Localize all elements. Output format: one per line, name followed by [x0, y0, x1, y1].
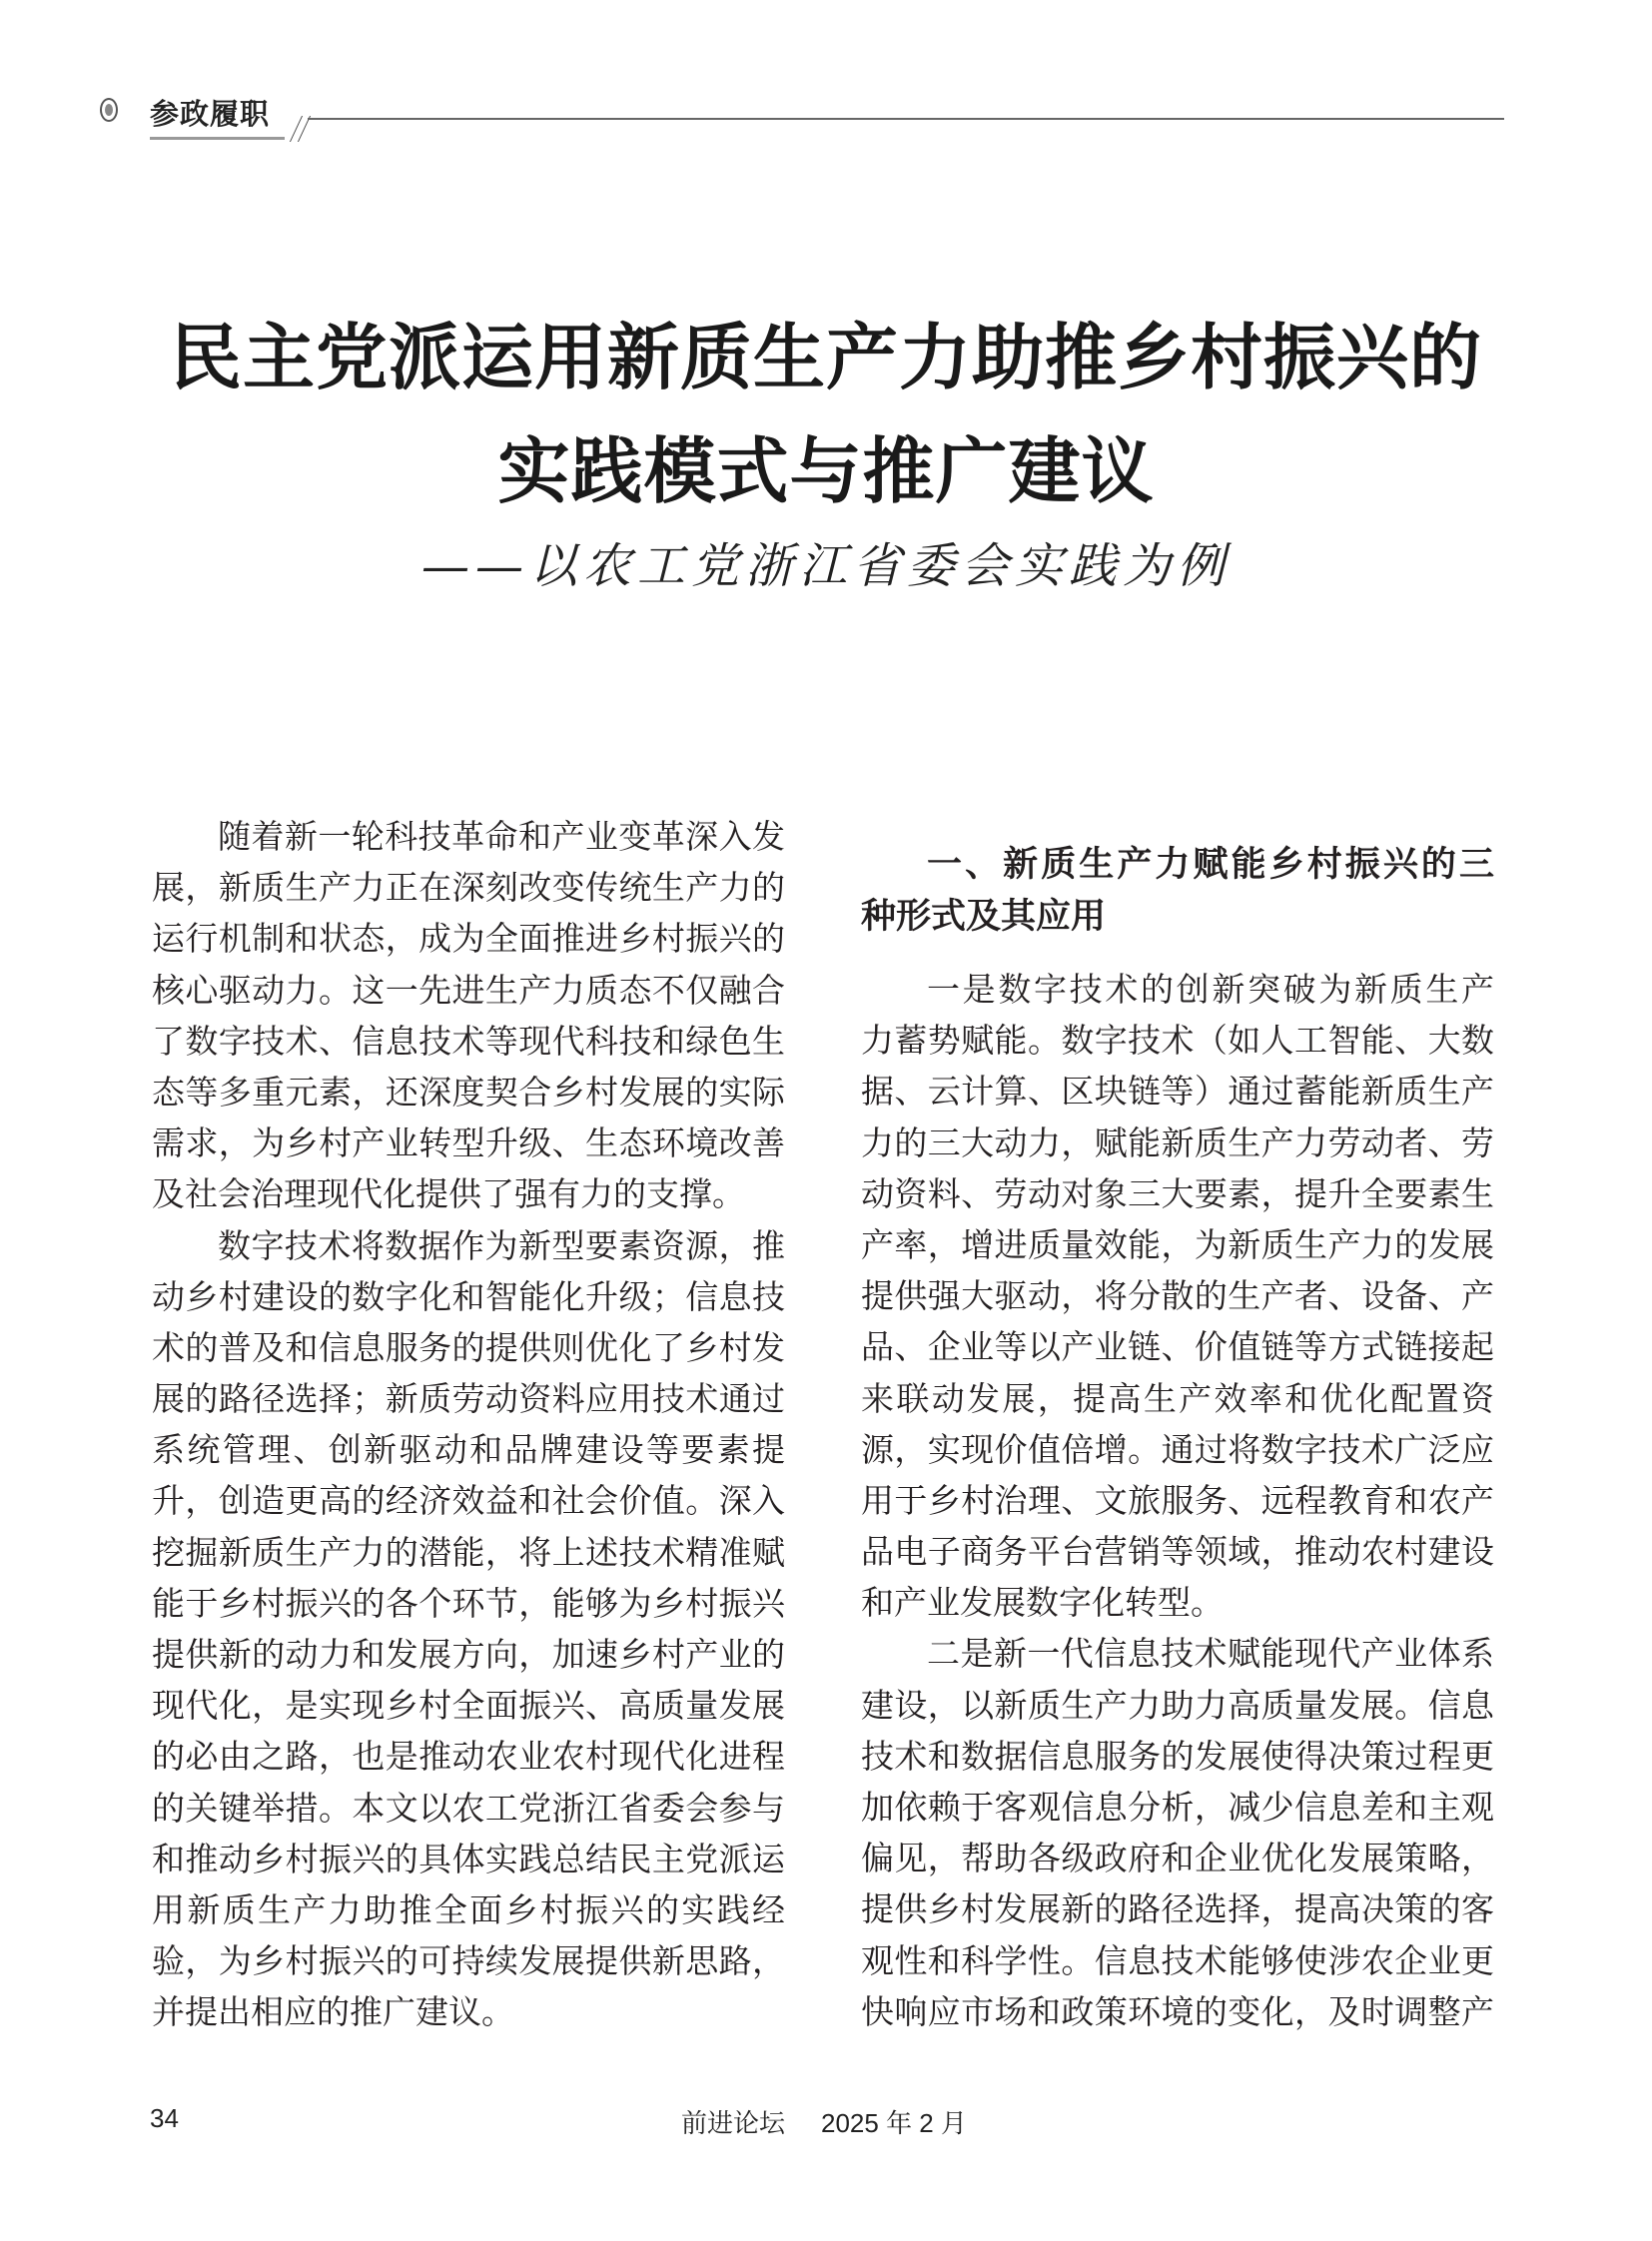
text-line: 产率，增进质量效能，为新质生产力的发展 [861, 1224, 1494, 1264]
text-line: 展，新质生产力正在深刻改变传统生产力的 [152, 868, 785, 908]
text-line: 能于乡村振兴的各个环节，能够为乡村振兴 [152, 1583, 785, 1623]
text-line: 来联动发展，提高生产效率和优化配置资 [861, 1378, 1494, 1418]
text-line: 提供新的动力和发展方向，加速乡村产业的 [152, 1635, 785, 1674]
section-label: 参政履职 [150, 97, 271, 131]
text-line: 术的普及和信息服务的提供则优化了乡村发 [152, 1327, 785, 1367]
text-line: 运行机制和状态，成为全面推进乡村振兴的 [152, 919, 785, 959]
text-line: 源，实现价值倍增。通过将数字技术广泛应 [861, 1429, 1494, 1469]
text-line: 用于乡村治理、文旅服务、远程教育和农产 [861, 1480, 1494, 1520]
text-line: 的必由之路，也是推动农业农村现代化进程 [152, 1737, 785, 1777]
text-line: 展的路径选择；新质劳动资料应用技术通过 [152, 1379, 785, 1419]
header-rule-right [308, 118, 1504, 120]
paragraph [152, 1220, 785, 2038]
text-line: 系统管理、创新驱动和品牌建设等要素提 [152, 1430, 785, 1470]
text-line: 了数字技术、信息技术等现代科技和绿色生 [152, 1021, 785, 1061]
text-line: 现代化，是实现乡村全面振兴、高质量发展 [152, 1686, 785, 1726]
section-heading-line: 一、新质生产力赋能乡村振兴的三 [927, 845, 1494, 885]
text-line: 提供乡村发展新的路径选择，提高决策的客 [861, 1889, 1494, 1929]
text-line: 及社会治理现代化提供了强有力的支撑。 [152, 1174, 745, 1214]
text-line: 的关键举措。本文以农工党浙江省委会参与 [152, 1788, 785, 1828]
article-subtitle: ——以农工党浙江省委会实践为例 [420, 538, 1231, 594]
text-line: 核心驱动力。这一先进生产力质态不仅融合 [152, 970, 785, 1010]
text-line: 动资料、劳动对象三大要素，提升全要素生 [861, 1173, 1494, 1213]
text-line: 升，创造更高的经济效益和社会价值。深入 [152, 1481, 785, 1521]
text-line: 快响应市场和政策环境的变化，及时调整产 [861, 1991, 1494, 2031]
page-number: 34 [150, 2103, 179, 2133]
text-line: 力蓄势赋能。数字技术（如人工智能、大数 [861, 1021, 1494, 1061]
text-line: 品电子商务平台营销等领域，推动农村建设 [861, 1532, 1494, 1572]
running-header [96, 88, 1504, 148]
text-line: 用新质生产力助推全面乡村振兴的实践经 [152, 1889, 785, 1929]
text-line: 提供强大驱动，将分散的生产者、设备、产 [861, 1276, 1494, 1316]
section-heading [861, 839, 1494, 943]
paragraph [152, 811, 785, 1220]
text-line: 验，为乡村振兴的可持续发展提供新思路， [152, 1941, 785, 1981]
text-line: 并提出相应的推广建议。 [152, 1992, 514, 2032]
text-line: 数字技术将数据作为新型要素资源，推 [218, 1225, 785, 1265]
article-title-line-2: 实践模式与推广建议 [497, 429, 1155, 513]
target-circle-icon [100, 98, 118, 122]
text-line: 加依赖于客观信息分析，减少信息差和主观 [861, 1788, 1494, 1827]
paragraph [861, 1628, 1494, 2037]
text-line: 建设，以新质生产力助力高质量发展。信息 [861, 1685, 1494, 1725]
header-rule-left [150, 137, 285, 140]
text-line: 品、企业等以产业链、价值链等方式链接起 [861, 1327, 1494, 1367]
text-line: 需求，为乡村产业转型升级、生态环境改善 [152, 1123, 785, 1163]
paragraph [861, 964, 1494, 1628]
text-line: 随着新一轮科技革命和产业变革深入发 [218, 817, 785, 856]
right-column [861, 839, 1494, 2037]
text-line: 挖掘新质生产力的潜能，将上述技术精准赋 [152, 1532, 785, 1572]
text-line: 动乡村建设的数字化和智能化升级；信息技 [152, 1276, 785, 1316]
text-line: 观性和科学性。信息技术能够使涉农企业更 [861, 1940, 1494, 1980]
text-line: 二是新一代信息技术赋能现代产业体系 [927, 1634, 1494, 1674]
text-line: 和推动乡村振兴的具体实践总结民主党派运 [152, 1839, 785, 1878]
left-column [152, 811, 785, 2038]
article-title-line-1: 民主党派运用新质生产力助推乡村振兴的 [169, 316, 1482, 399]
text-line: 偏见，帮助各级政府和企业优化发展策略， [861, 1839, 1494, 1878]
section-heading-line: 种形式及其应用 [861, 897, 1107, 937]
text-line: 一是数字技术的创新突破为新质生产 [927, 970, 1494, 1009]
journal-name: 前进论坛 [681, 2108, 786, 2138]
text-line: 和产业发展数字化转型。 [861, 1583, 1224, 1623]
header-slash [290, 116, 303, 142]
text-line: 力的三大动力，赋能新质生产力劳动者、劳 [861, 1122, 1494, 1162]
right-body [861, 964, 1494, 2037]
text-line: 据、云计算、区块链等）通过蓄能新质生产 [861, 1072, 1494, 1112]
text-line: 态等多重元素，还深度契合乡村发展的实际 [152, 1072, 785, 1112]
text-line: 技术和数据信息服务的发展使得决策过程更 [861, 1736, 1494, 1776]
issue-date: 2025 年 2 月 [821, 2108, 967, 2138]
